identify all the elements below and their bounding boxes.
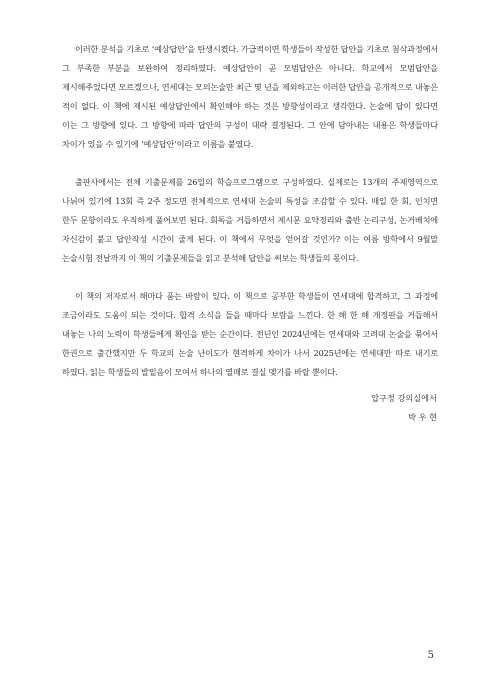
author-signature	[371, 389, 437, 427]
paragraph-2: 출판사에서는 전체 기출문제를 26일의 학습프로그램으로 구성하였다. 실제로는 13개의 주제영역으로 나뉘어 있기에 13회 즉 2주 정도면 전체적으로 연세대 논술의 특성을 조감할 수 있다. 매일 한 회, 인치면 한두 문항이라도 우직하게 풀어보면 된다. 회독을 거듭하면서 제시문 요약정리와 출반 논리구성, 논거배치에 자신감이 붙고 답안작성 시간이 줄게 된다. 이 책에서 무엇을 얻어갈 것인가? 이는 여름 방학에서 9월말 논술시험 전날까지 이 책의 기출문제들을 읽고 분석해 답안을 써보는 학생들의 몫이다.	[62, 177, 438, 263]
signature-place: 압구정 강의실에서	[371, 393, 437, 403]
preface-body	[62, 40, 438, 401]
paragraph-3: 이 책의 저자로서 해마다 품는 바람이 있다. 이 책으로 공부한 학생들이 연세대에 합격하고, 그 과정에 조금이라도 도움이 되는 것이다. 합격 소식을 들을 때마다 보람을 느낀다. 한 해 한 해 개정판을 거듭해서 내놓는 나의 노력이 학생들에게 확인을 받는 순간이다. 전년인 2024년에는 연세대와 고려대 논술을 묶어서 한권으로 출간했지만 두 학교의 논술 난이도가 현격하게 차이가 나서 2025년에는 연세대만 따로 내기로 하였다. 읽는 학생들의 발밑음이 모여서 하나의 열매로 결실 맺기를 바랄 뿐이다.	[62, 291, 438, 377]
page-number: 5	[427, 650, 434, 661]
signature-author: 박 우 현	[408, 412, 437, 422]
paragraph-1: 이러한 분석을 기초로 ‘예상답안’을 탄생시켰다. 가급적이면 학생들이 작성한 답안을 기초로 첨삭과정에서 그 부족한 부분을 보완하여 정리하였다. 예상답안이 곧 모범답안은 아니다. 학교에서 모범답안을 제시해주었다면 모르겠으나, 연세대는 모의논술만 최근 몇 년을 제외하고는 이러한 답안을 공개적으로 내놓은 적이 없다. 이 책에 제시된 예상답안에서 확인해야 하는 것은 방향성이라고 생각한다. 논술에 답이 있다면 이는 그 방향에 있다. 그 방향에 따라 답안의 구성이 대략 결정된다. 그 안에 담아내는 내용은 학생들마다 차이가 있을 수 있기에 ‘예상답안’이라고 이름을 붙였다.	[62, 44, 438, 149]
